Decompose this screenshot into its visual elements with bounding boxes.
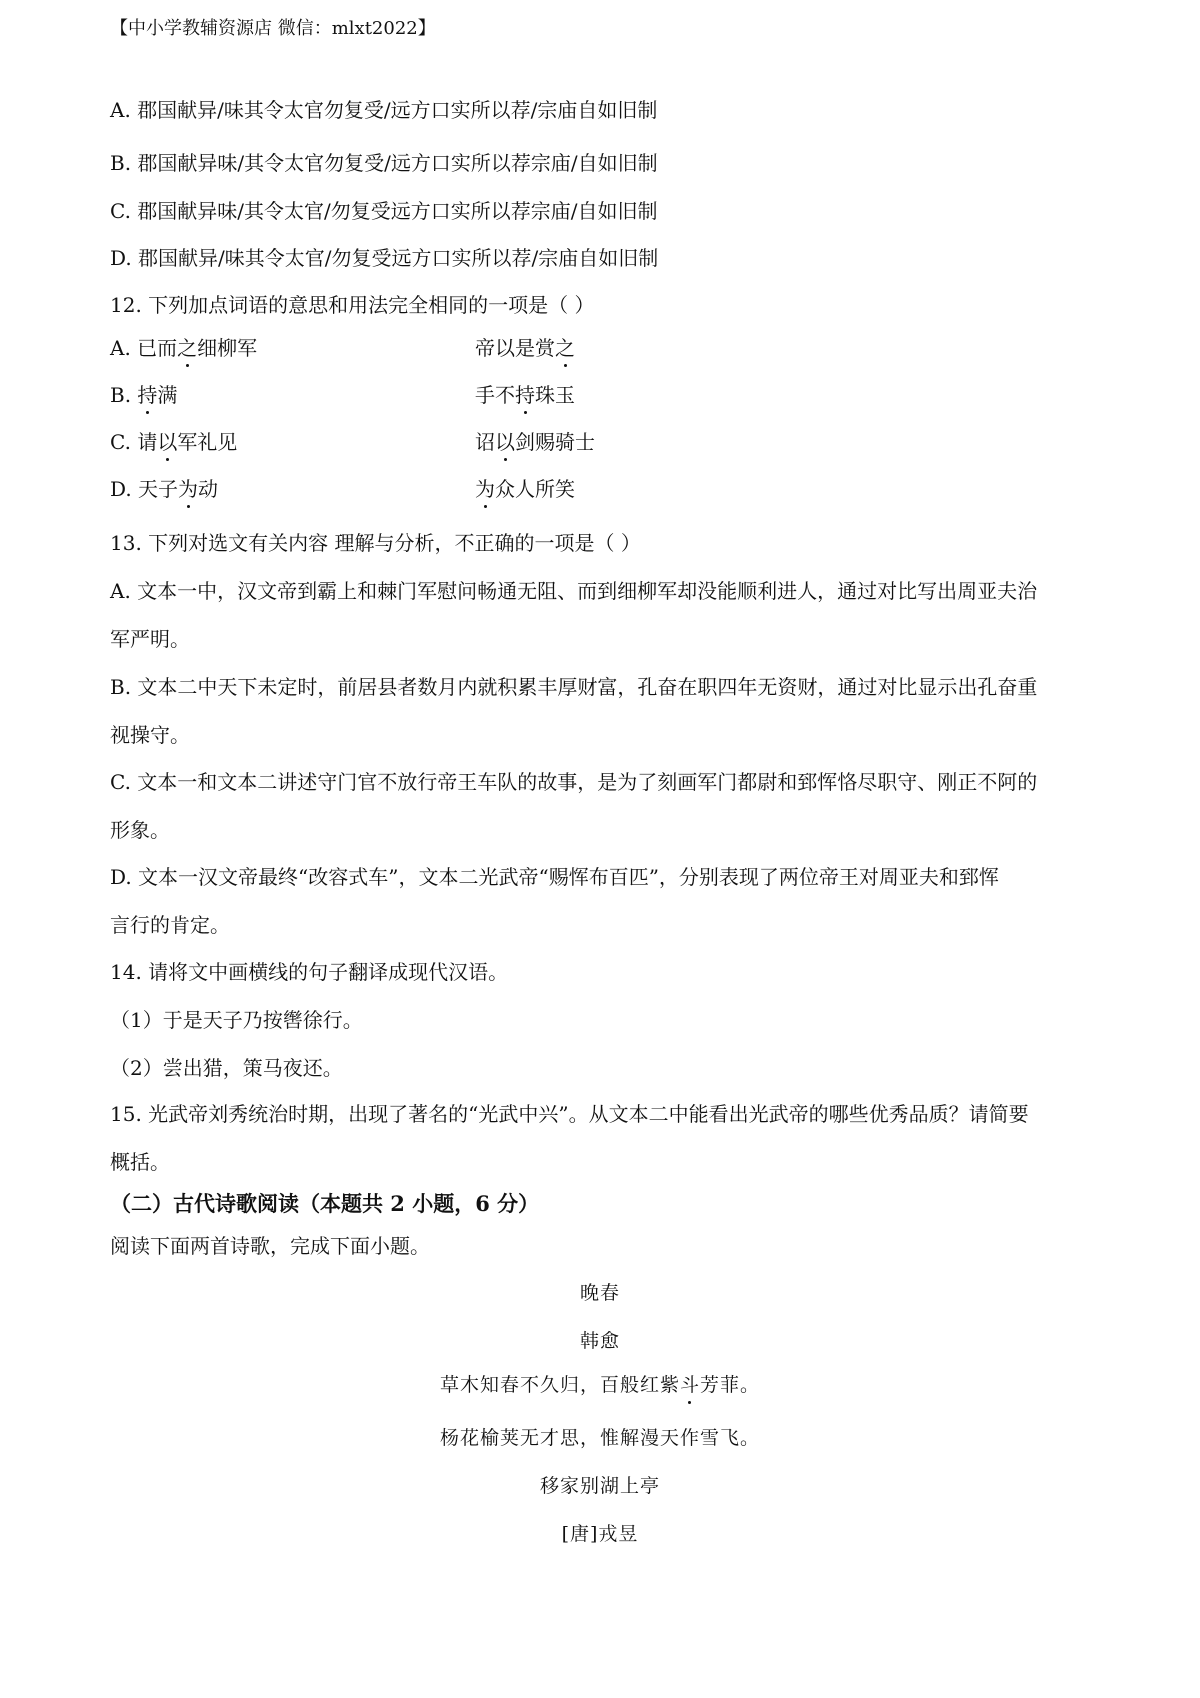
q13-option-d-line2: 言行的肯定。 [110,913,230,937]
dotted-word: 以 [495,430,515,454]
q14-sentence-1: （1）于是天子乃按辔徐行。 [110,1008,363,1032]
q13-option-b-line1: B. 文本二中天下未定时，前居县者数月内就积累丰厚财富，孔奋在职四年无资财，通过对比显示出孔奋重 [110,675,1038,699]
option-label: B. [110,383,132,407]
dotted-word: 之 [555,336,575,360]
left-text: 满 [157,383,178,407]
dotted-word: 斗 [679,1374,700,1396]
q15-line2: 概括。 [110,1150,170,1174]
right-phrase: 诏以剑赐骑士 [475,430,595,454]
q12-option-c [110,429,810,455]
q11-option-b: B. 郡国献异味/其令太官勿复受/远方口实所以荐宗庙/自如旧制 [110,151,658,175]
poem2-author: [唐]戎昱 [561,1523,639,1545]
right-phrase: 帝以是赏之 [475,336,575,360]
left-text: 请 [137,430,158,454]
dotted-word: 之 [177,336,198,360]
q13-option-a-line2: 军严明。 [110,627,190,651]
dotted-word: 为 [178,477,199,501]
q13-option-c-line2: 形象。 [110,818,170,842]
section-intro: 阅读下面两首诗歌，完成下面小题。 [110,1234,430,1258]
right-phrase: 手不持珠玉 [475,383,575,407]
q15-line1: 15. 光武帝刘秀统治时期，出现了著名的“光武中兴”。从文本二中能看出光武帝的哪些优秀品质？请简要 [110,1102,1029,1126]
q12-option-d [110,476,810,502]
left-text: 军礼见 [177,430,238,454]
option-label: C. [110,430,131,454]
q11-option-a: A. 郡国献异/味其令太官勿复受/远方口实所以荐/宗庙自如旧制 [110,98,658,122]
q13-option-c-line1: C. 文本一和文本二讲述守门官不放行帝王车队的故事，是为了刻画军门都尉和郅恽恪尽职守、刚正不阿的 [110,770,1038,794]
q12-stem: 12. 下列加点词语的意思和用法完全相同的一项是（ ） [110,293,595,317]
q11-option-c: C. 郡国献异味/其令太官/勿复受远方口实所以荐宗庙/自如旧制 [110,199,658,223]
q11-option-d: D. 郡国献异/味其令太官/勿复受远方口实所以荐/宗庙自如旧制 [110,246,659,270]
left-text: 动 [198,477,219,501]
left-text: 已而 [137,336,178,360]
q13-option-a-line1: A. 文本一中，汉文帝到霸上和棘门军慰问畅通无阻、而到细柳军却没能顺利进人，通过对比写出周亚夫治 [110,579,1038,603]
q13-stem: 13. 下列对选文有关内容 理解与分析，不正确的一项是（ ） [110,531,641,555]
poem1-line1: 草木知春不久归，百般红紫斗芳菲。 [439,1374,761,1396]
q14-stem: 14. 请将文中画横线的句子翻译成现代汉语。 [110,960,509,984]
q12-option-b [110,382,810,408]
dotted-word: 持 [137,383,158,407]
poem1-author: 韩愈 [579,1330,620,1352]
left-text: 细柳军 [197,336,258,360]
option-label: A. [110,336,131,360]
dotted-word: 持 [515,383,535,407]
poem1-title: 晚春 [579,1282,620,1304]
q13-option-b-line2: 视操守。 [110,723,190,747]
dotted-word: 为 [475,477,495,501]
section-heading-poetry: （二）古代诗歌阅读（本题共 2 小题，6 分） [110,1191,540,1216]
watermark-header: 【中小学教辅资源店 微信：mlxt2022】 [110,18,436,39]
poem2-title: 移家别湖上亭 [539,1475,660,1497]
option-label: D. [110,477,132,501]
q12-option-a [110,335,810,361]
poem1-line2: 杨花榆荚无才思，惟解漫天作雪飞。 [439,1427,760,1449]
q14-sentence-2: （2）尝出猎，策马夜还。 [110,1056,343,1080]
left-text: 天子 [138,477,179,501]
dotted-word: 以 [157,430,178,454]
right-phrase: 为众人所笑 [475,477,575,501]
q13-option-d-line1: D. 文本一汉文帝最终“改容式车”，文本二光武帝“赐恽布百匹”，分别表现了两位帝王对周亚夫和郅恽 [110,865,999,889]
